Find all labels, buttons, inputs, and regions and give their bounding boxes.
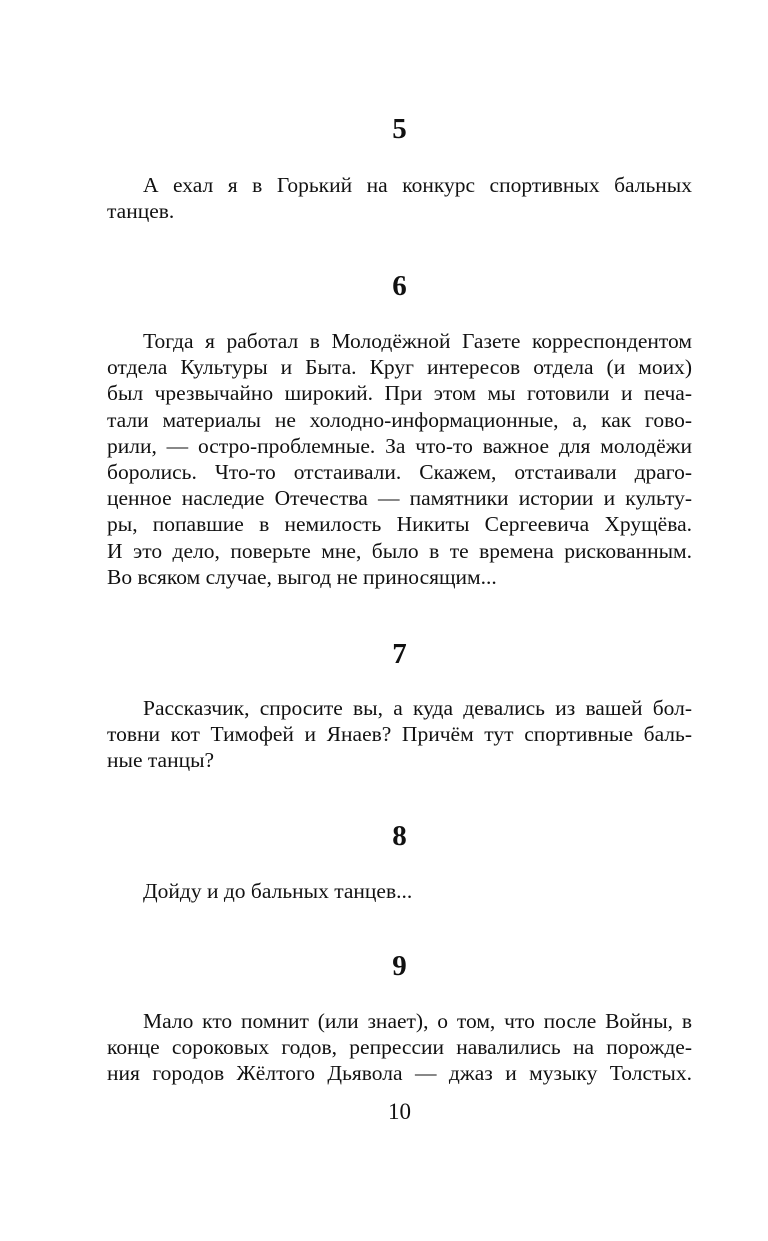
paragraph-section-9 — [107, 1008, 692, 1087]
text-line: Тогда я работал в Молодёжной Газете корреспондентом — [143, 329, 692, 353]
text-line: тали материалы не холодно-информационные, а, как гово- — [107, 407, 692, 432]
text-line: рили, — остро-проблемные. За что-то важное для молодёжи — [107, 433, 692, 458]
section-number-7: 7 — [392, 638, 407, 670]
section-number-6: 6 — [392, 270, 407, 302]
text-line: ные танцы? — [107, 748, 215, 773]
text-line: конце сороковых годов, репрессии навалились на порожде- — [107, 1035, 692, 1060]
text-line: Дойду и до бальных танцев... — [143, 879, 413, 903]
text-line: Во всяком случае, выгод не приносящим... — [107, 564, 497, 589]
paragraph-section-5 — [107, 172, 692, 224]
text-line: Рассказчик, спросите вы, а куда девались из вашей бол- — [143, 696, 692, 720]
text-line: И это дело, поверьте мне, было в те времена рискованным. — [107, 538, 692, 563]
text-line: был чрезвычайно широкий. При этом мы готовили и печа- — [107, 381, 692, 406]
text-line: ценное наследие Отечества — памятники истории и культу- — [107, 486, 692, 511]
section-number-8: 8 — [392, 820, 407, 852]
paragraph-section-8 — [107, 878, 692, 904]
section-number-5: 5 — [392, 113, 407, 145]
text-line: танцев. — [107, 199, 175, 224]
text-line: ры, попавшие в немилость Никиты Сергеевича Хрущёва. — [107, 512, 692, 537]
text-line: отдела Культуры и Быта. Круг интересов отдела (и моих) — [107, 355, 692, 380]
text-line: Мало кто помнит (или знает), о том, что после Войны, в — [143, 1009, 692, 1033]
text-line: ния городов Жёлтого Дьявола — джаз и музыку Толстых. — [107, 1061, 692, 1086]
paragraph-section-7 — [107, 695, 692, 774]
text-line: товни кот Тимофей и Янаев? Причём тут спортивные баль- — [107, 722, 692, 747]
text-line: боролись. Что-то отстаивали. Скажем, отстаивали драго- — [107, 459, 692, 484]
page-number: 10 — [388, 1099, 411, 1124]
section-number-9: 9 — [392, 950, 407, 982]
text-line: А ехал я в Горький на конкурс спортивных бальных — [143, 173, 692, 197]
paragraph-section-6 — [107, 328, 692, 590]
